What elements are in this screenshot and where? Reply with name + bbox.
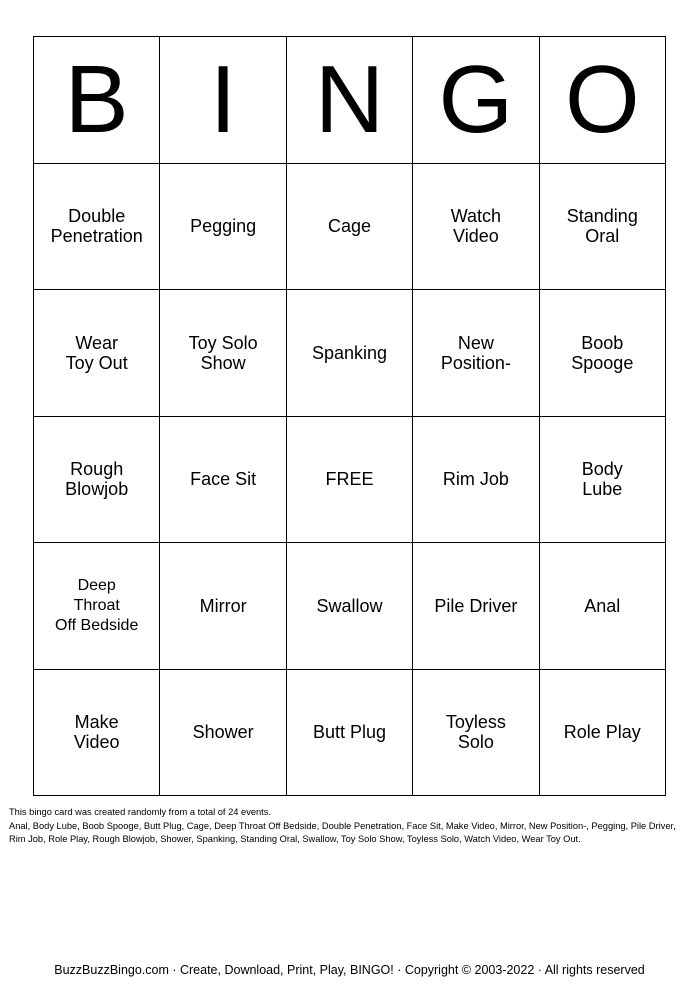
cell-text: Pile Driver: [434, 595, 518, 616]
cell-text: Shower: [192, 722, 254, 743]
bingo-cell: [413, 417, 539, 544]
cell-text: Face Sit: [190, 469, 257, 490]
cell-text: Wear Toy Out: [65, 332, 128, 373]
bingo-card: [33, 36, 666, 796]
bingo-cell: [413, 670, 539, 797]
cell-text: Body Lube: [581, 459, 623, 500]
cell-text: Role Play: [563, 722, 641, 743]
header-letter-n: N: [287, 37, 413, 164]
footer-copyright: BuzzBuzzBingo.com · Create, Download, Print, Play, BINGO! · Copyright © 2003-2022 · All rights reserved: [54, 963, 645, 977]
cell-text: Make Video: [73, 712, 120, 753]
bingo-cell: [34, 543, 160, 670]
cell-text: Double Penetration: [50, 206, 143, 247]
cell-text: Rough Blowjob: [65, 459, 129, 500]
cell-text: Boob Spooge: [571, 332, 634, 373]
bingo-cell: [160, 670, 286, 797]
cell-text: Anal: [584, 595, 621, 616]
bingo-cell: [34, 290, 160, 417]
header-letter-b: B: [34, 37, 160, 164]
bingo-cell: [287, 290, 413, 417]
cell-text: Standing Oral: [566, 206, 638, 247]
bingo-cell: [287, 543, 413, 670]
cell-text: Butt Plug: [312, 722, 387, 743]
cell-text: Deep Throat Off Bedside: [55, 576, 139, 634]
bingo-cell: [540, 670, 666, 797]
cell-text: Toy Solo Show: [188, 332, 258, 373]
card-info: [9, 806, 693, 847]
card-info-summary: This bingo card was created randomly from a total of 24 events.: [9, 807, 271, 817]
cell-text: Watch Video: [450, 206, 502, 247]
header-letter-o: O: [540, 37, 666, 164]
header-letter-g: G: [413, 37, 539, 164]
cell-text: New Position-: [440, 332, 511, 373]
bingo-cell: [413, 543, 539, 670]
bingo-cell: [540, 164, 666, 291]
bingo-cell: [540, 543, 666, 670]
card-info-event-list: Anal, Body Lube, Boob Spooge, Butt Plug, Cage, Deep Throat Off Bedside, Double Penetration, Face Sit, Make Video, Mirror, New Position-, Pegging, Pile Driver, Rim Job, Role Play, Rough Blowjob, Shower, Spanking, Standing Oral, Swallow, Toy Solo Show, Toyless Solo, Watch Video, Wear Toy Out.: [9, 820, 676, 844]
bingo-cell: [160, 417, 286, 544]
bingo-cell: [413, 290, 539, 417]
free-space-cell: [287, 417, 413, 544]
bingo-cell: [287, 164, 413, 291]
header-letter-i: I: [160, 37, 286, 164]
bingo-cell: [34, 670, 160, 797]
cell-text: Toyless Solo: [445, 712, 506, 753]
bingo-cell: [34, 417, 160, 544]
cell-text: Cage: [327, 216, 371, 237]
cell-text: Mirror: [199, 595, 247, 616]
bingo-cell: [34, 164, 160, 291]
cell-text: Rim Job: [442, 469, 509, 490]
bingo-cell: [413, 164, 539, 291]
free-space-text: FREE: [325, 469, 374, 490]
bingo-cell: [540, 290, 666, 417]
bingo-cell: [540, 417, 666, 544]
cell-text: Swallow: [316, 595, 383, 616]
bingo-cell: [160, 290, 286, 417]
cell-text: Spanking: [311, 342, 388, 363]
bingo-cell: [287, 670, 413, 797]
bingo-cell: [160, 543, 286, 670]
bingo-cell: [160, 164, 286, 291]
cell-text: Pegging: [190, 216, 257, 237]
